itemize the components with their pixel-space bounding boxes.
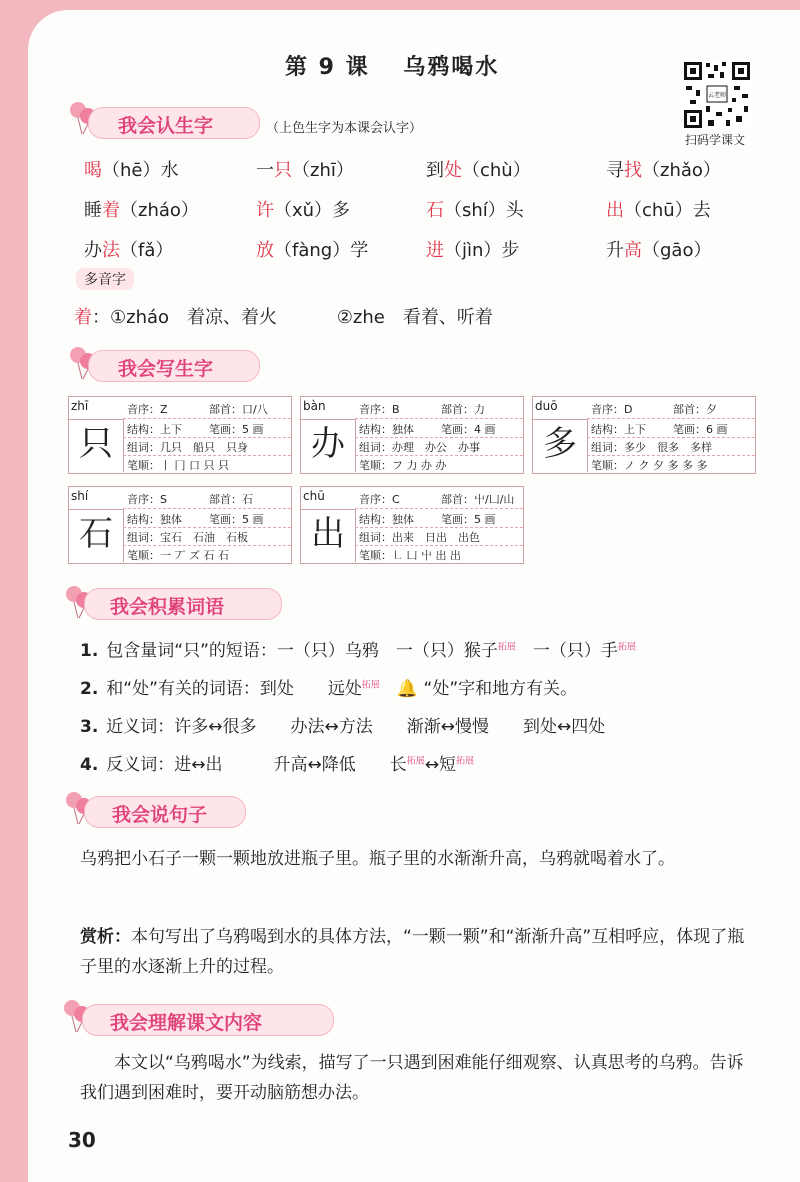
card-divider	[123, 455, 291, 456]
card-order: 笔顺：一 丆 ズ 石 石	[127, 549, 229, 562]
card-words: 组词：办理 办公 办事	[359, 441, 480, 454]
card-divider	[587, 418, 755, 419]
vocab-item: 1. 包含量词“只”的短语：一（只）乌鸦 一（只）猴子$^{拓展}$ 一（只）手$^{拓展}$	[80, 641, 636, 661]
char-card	[68, 486, 292, 564]
card-order: 笔顺：フ 力 办 办	[359, 459, 447, 472]
page-number: 30	[68, 1128, 96, 1152]
card-order: 笔顺：㇗ 凵 屮 出 出	[359, 549, 461, 562]
card-char: 石	[79, 514, 113, 554]
card-seq: 音序：B	[359, 403, 400, 416]
card-radical: 部首：力	[441, 403, 485, 416]
card-divider	[123, 527, 291, 528]
card-divider	[355, 418, 523, 419]
qr-inner-label: 云老师	[707, 92, 727, 99]
example-sentence: 乌鸦把小石子一颗一颗地放进瓶子里。瓶子里的水渐渐升高，乌鸦就喝着水了。	[80, 849, 675, 869]
qr-code[interactable]	[682, 60, 752, 130]
card-words: 组词：几只 船只 只身	[127, 441, 248, 454]
card-divider	[587, 455, 755, 456]
card-divider	[355, 437, 523, 438]
card-seq: 音序：D	[591, 403, 633, 416]
card-char: 办	[311, 424, 345, 464]
card-seq: 音序：C	[359, 493, 400, 506]
lesson-title: 第 9 课 乌鸦喝水	[285, 55, 500, 80]
sentence-analysis: 赏析：本句写出了乌鸦喝到水的具体方法，“一颗一颗”和“渐渐升高”互相呼应，体现了瓶子里的水逐渐上升的过程。	[80, 927, 745, 977]
recognize-item: 升高（gāo）	[606, 240, 712, 261]
section-accumulate-label: 我会积累词语	[110, 596, 225, 618]
card-pinyin: duō	[535, 399, 558, 413]
char-card	[300, 486, 524, 564]
card-divider	[355, 508, 523, 509]
card-strokes: 笔画：5 画	[209, 423, 264, 436]
card-structure: 结构：独体	[359, 423, 414, 436]
card-structure: 结构：上下	[591, 423, 646, 436]
recognize-item: 出（chū）去	[606, 200, 711, 221]
card-seq: 音序：Z	[127, 403, 168, 416]
card-words: 组词：出来 日出 出色	[359, 531, 480, 544]
recognize-item: 一只（zhī）	[256, 160, 354, 181]
card-seq: 音序：S	[127, 493, 167, 506]
recognize-item: 进（jìn）步	[426, 240, 520, 261]
card-divider	[123, 545, 291, 546]
card-order: 笔顺：丨 冂 口 只 只	[127, 459, 229, 472]
char-card	[532, 396, 756, 474]
recognize-item: 石（shí）头	[426, 200, 524, 221]
recognize-item: 寻找（zhǎo）	[606, 160, 721, 181]
vocab-item: 2. 和“处”有关的词语：到处 远处$^{拓展}$ 🔔 “处”字和地方有关。	[80, 679, 578, 699]
card-divider	[123, 437, 291, 438]
recognize-note: （上色生字为本课会认字）	[266, 121, 423, 136]
card-pinyin: chū	[303, 489, 325, 503]
card-char: 只	[79, 424, 113, 464]
card-divider	[123, 508, 291, 509]
card-radical: 部首：口/八	[209, 403, 268, 416]
char-card	[300, 396, 524, 474]
card-char: 多	[543, 424, 577, 464]
card-strokes: 笔画：5 画	[441, 513, 496, 526]
card-radical: 部首：屮/凵/山	[441, 493, 515, 506]
card-radical: 部首：石	[209, 493, 253, 506]
recognize-item: 办法（fǎ）	[84, 240, 174, 261]
card-structure: 结构：上下	[127, 423, 182, 436]
card-divider	[587, 437, 755, 438]
recognize-item: 到处（chù）	[426, 160, 531, 181]
recognize-item: 放（fàng）学	[256, 240, 369, 261]
card-divider	[355, 527, 523, 528]
card-divider	[355, 455, 523, 456]
qr-caption: 扫码学课文	[685, 133, 746, 147]
card-words: 组词：多少 很多 多样	[591, 441, 712, 454]
card-order: 笔顺：ノ ク 夕 多 多 多	[591, 459, 708, 472]
section-sentence-label: 我会说句子	[112, 804, 208, 826]
card-strokes: 笔画：4 画	[441, 423, 496, 436]
vocab-item: 3. 近义词：许多↔很多 办法↔方法 渐渐↔慢慢 到处↔四处	[80, 717, 606, 737]
section-write-label: 我会写生字	[118, 358, 214, 380]
card-pinyin: bàn	[303, 399, 326, 413]
summary-paragraph: 本文以“乌鸦喝水”为线索，描写了一只遇到困难能仔细观察、认真思考的乌鸦。告诉我们遇到困难时，要开动脑筋想办法。	[80, 1053, 744, 1103]
card-pinyin: zhī	[71, 399, 89, 413]
section-understand-label: 我会理解课文内容	[110, 1012, 263, 1034]
card-divider	[123, 418, 291, 419]
card-structure: 结构：独体	[127, 513, 182, 526]
polyphone-tag: 多音字	[76, 268, 134, 290]
card-pinyin: shí	[71, 489, 89, 503]
recognize-item: 许（xǔ）多	[256, 200, 351, 221]
section-recognize-label: 我会认生字	[118, 115, 214, 137]
card-divider	[355, 545, 523, 546]
card-structure: 结构：独体	[359, 513, 414, 526]
vocab-item: 4. 反义词：进↔出 升高↔降低 长$^{拓展}$↔短$^{拓展}$	[80, 755, 475, 775]
polyphone-line: 着：①zháo 着凉、着火 ②zhe 看着、听着	[74, 307, 493, 328]
card-radical: 部首：夕	[673, 403, 717, 416]
card-char: 出	[311, 514, 345, 554]
card-strokes: 笔画：6 画	[673, 423, 728, 436]
recognize-item: 喝（hē）水	[84, 160, 179, 181]
card-strokes: 笔画：5 画	[209, 513, 264, 526]
recognize-item: 睡着（zháo）	[84, 200, 199, 221]
char-card	[68, 396, 292, 474]
card-words: 组词：宝石 石油 石板	[127, 531, 248, 544]
